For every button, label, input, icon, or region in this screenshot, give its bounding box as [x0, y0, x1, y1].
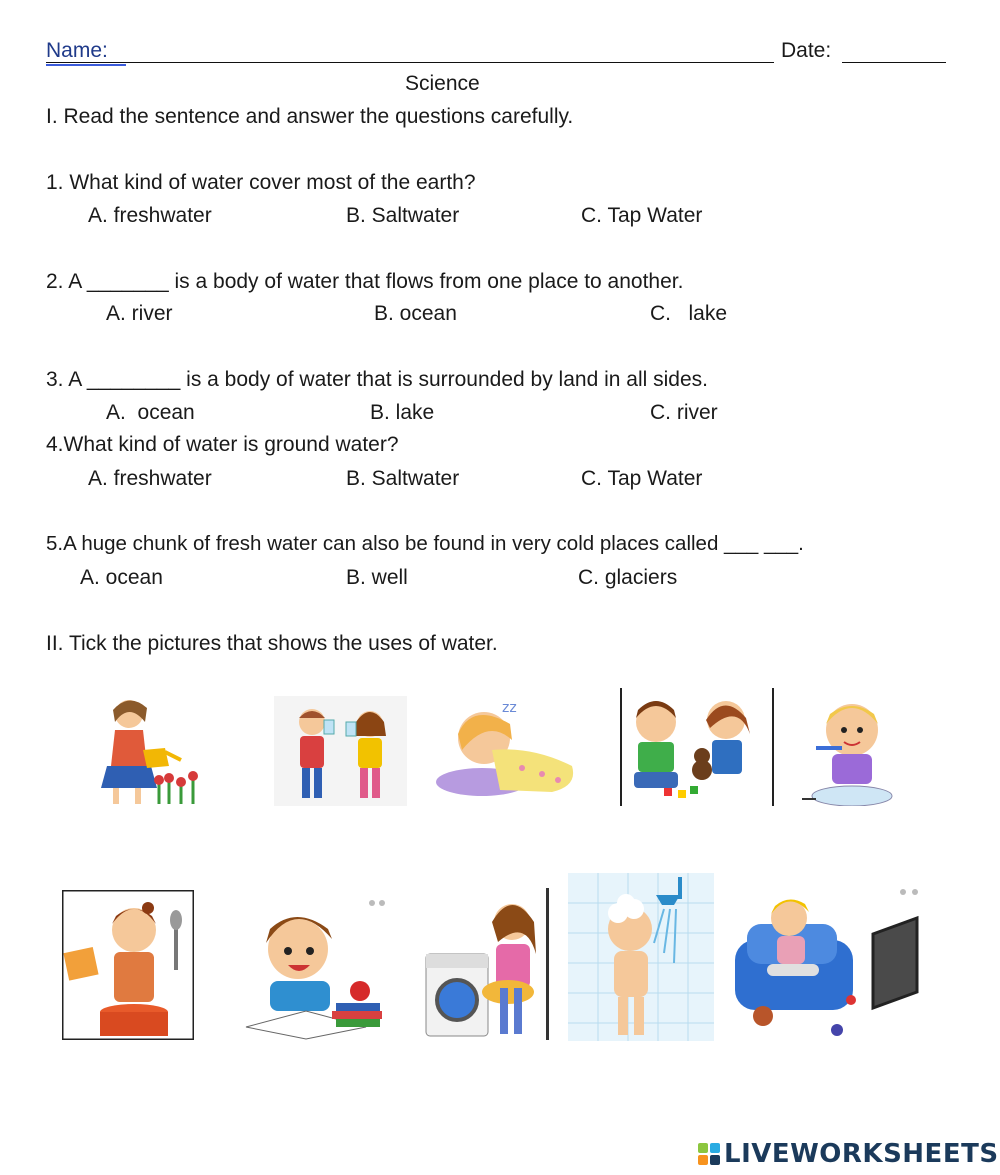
picture-watching-tv[interactable]: [733, 884, 923, 1040]
name-label: Name:: [46, 39, 108, 62]
subject-title: Science: [405, 72, 480, 95]
picture-boy-studying[interactable]: [236, 893, 392, 1041]
date-field[interactable]: [842, 62, 946, 63]
question-2: [46, 271, 683, 292]
picture-kids-playing[interactable]: [620, 688, 776, 806]
picture-doing-laundry[interactable]: [424, 888, 552, 1040]
q3-blank[interactable]: ________: [86, 368, 181, 391]
picture-brushing-teeth[interactable]: [802, 690, 898, 806]
q5-option-a[interactable]: A. ocean: [80, 566, 163, 589]
q1-option-b[interactable]: B. Saltwater: [346, 204, 460, 227]
svg-text:zz: zz: [502, 700, 517, 716]
q2-text-before: 2. A: [46, 270, 82, 293]
q4-option-a[interactable]: A. freshwater: [88, 467, 212, 490]
date-label: Date:: [781, 39, 832, 62]
picture-showering[interactable]: [568, 873, 714, 1041]
name-underline-accent: [46, 64, 126, 66]
q2-option-a[interactable]: A. river: [106, 302, 173, 325]
q3-text-after: is a body of water that is surrounded by land in all sides.: [186, 368, 708, 391]
name-field[interactable]: [46, 62, 774, 63]
q2-blank[interactable]: _______: [86, 270, 169, 293]
q2-text-after: is a body of water that flows from one place to another.: [174, 270, 684, 293]
section1-instruction: I. Read the sentence and answer the questions carefully.: [46, 105, 574, 128]
question-3: [46, 369, 708, 390]
q4-option-b[interactable]: B. Saltwater: [346, 467, 460, 490]
q3-text-before: 3. A: [46, 368, 82, 391]
brand-grid-icon: [698, 1143, 720, 1165]
picture-child-sleeping[interactable]: [432, 690, 585, 806]
question-4: 4.What kind of water is ground water?: [46, 433, 399, 456]
q1-option-c[interactable]: C. Tap Water: [581, 204, 703, 227]
q3-option-b[interactable]: B. lake: [370, 401, 435, 424]
q4-option-c[interactable]: C. Tap Water: [581, 467, 703, 490]
picture-watering-plants[interactable]: [85, 692, 203, 808]
picture-cooking[interactable]: [62, 890, 194, 1040]
q2-option-b[interactable]: B. ocean: [374, 302, 457, 325]
liveworksheets-logo: [698, 1140, 999, 1168]
brand-name: LIVEWORKSHEETS: [724, 1139, 999, 1169]
q3-option-c[interactable]: C. river: [650, 401, 718, 424]
q2-option-c[interactable]: C. lake: [650, 302, 728, 325]
q5-option-b[interactable]: B. well: [346, 566, 408, 589]
q3-option-a[interactable]: A. ocean: [106, 401, 195, 424]
question-1: 1. What kind of water cover most of the earth?: [46, 171, 476, 194]
question-5: 5.A huge chunk of fresh water can also be found in very cold places called ___ ___.: [46, 532, 804, 555]
q1-option-a[interactable]: A. freshwater: [88, 204, 212, 227]
picture-kids-drinking[interactable]: [274, 696, 407, 806]
section2-instruction: II. Tick the pictures that shows the uses of water.: [46, 632, 498, 655]
q5-option-c[interactable]: C. glaciers: [578, 566, 678, 589]
